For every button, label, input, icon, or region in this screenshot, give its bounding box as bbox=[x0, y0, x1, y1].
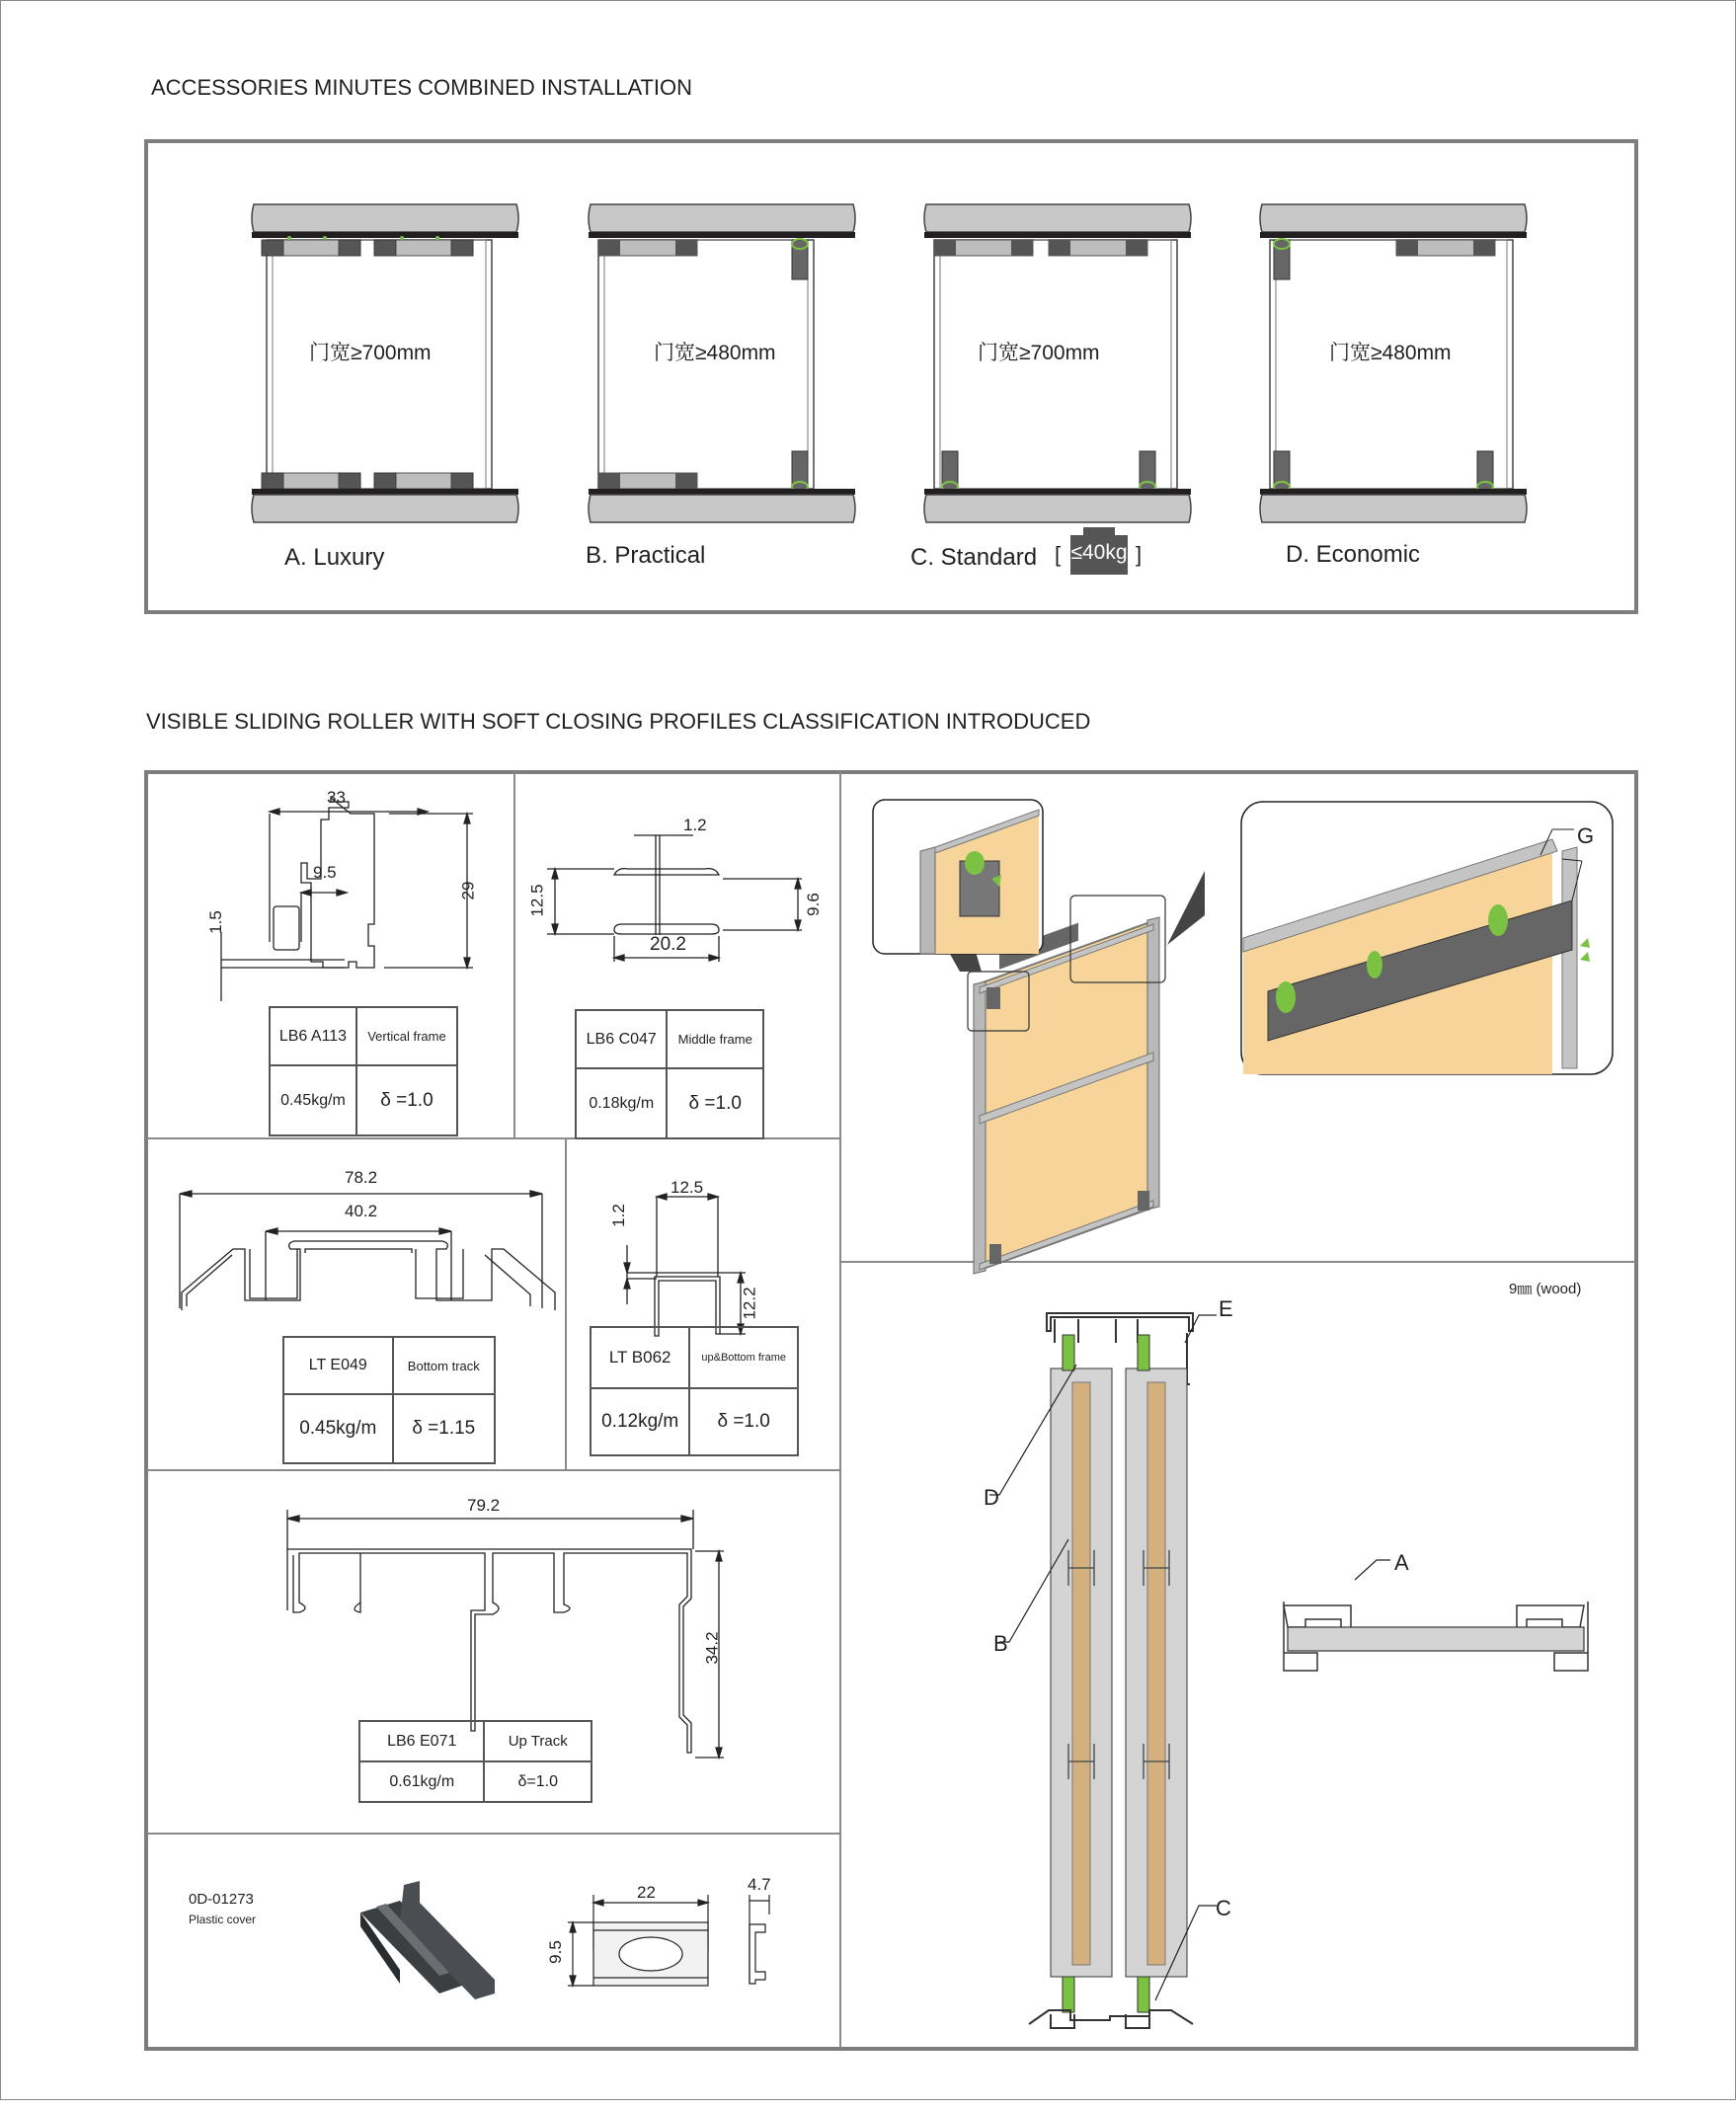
door-width-label: 门宽≥480mm bbox=[1329, 342, 1452, 364]
door-width-label: 门宽≥700mm bbox=[309, 342, 432, 364]
dim-height: 29 bbox=[458, 881, 478, 900]
cross-section-icon bbox=[841, 1264, 1635, 2048]
option-d-diagram bbox=[1258, 204, 1535, 520]
profile-thickness: δ=1.0 bbox=[484, 1761, 592, 1802]
accessory-name: Plastic cover bbox=[189, 1913, 257, 1926]
dim-wall: 1.2 bbox=[608, 1204, 628, 1227]
weight-limit-badge bbox=[1055, 527, 1161, 577]
dim-height: 34.2 bbox=[702, 1631, 722, 1665]
spec-table bbox=[269, 1006, 458, 1136]
profile-code: LB6 C047 bbox=[576, 1010, 667, 1068]
dim-inner: 40.2 bbox=[345, 1202, 378, 1220]
spec-table bbox=[590, 1326, 799, 1456]
option-a-label: A. Luxury bbox=[284, 544, 385, 571]
profile-name: Middle frame bbox=[667, 1010, 763, 1068]
dim-depth: 4.7 bbox=[748, 1875, 771, 1894]
dim-height: 12.2 bbox=[740, 1287, 759, 1320]
door-assembly-icon bbox=[841, 772, 1635, 1261]
row2-bottom bbox=[147, 1469, 840, 1471]
profile-weight: 0.12kg/m bbox=[591, 1388, 689, 1455]
dim-width: 33 bbox=[327, 788, 346, 807]
dim-width: 12.5 bbox=[671, 1178, 704, 1197]
assembly-illustration bbox=[841, 772, 1635, 1261]
profile-thickness: δ =1.15 bbox=[393, 1394, 495, 1463]
profile-weight: 0.45kg/m bbox=[283, 1394, 393, 1463]
profile-name: up&Bottom frame bbox=[689, 1327, 798, 1388]
profile-lt-b062 bbox=[568, 1140, 839, 1469]
profile-code: LB6 A113 bbox=[270, 1007, 356, 1065]
profile-code: LT E049 bbox=[283, 1337, 393, 1394]
label-b: B bbox=[993, 1631, 1008, 1656]
dim-height: 9.5 bbox=[545, 1940, 565, 1964]
spec-table bbox=[358, 1720, 592, 1803]
profile-thickness: δ =1.0 bbox=[356, 1065, 457, 1135]
dim-inner: 9.5 bbox=[313, 863, 337, 882]
option-c-label: C. Standard bbox=[910, 544, 1038, 571]
row2-divider bbox=[565, 1138, 567, 1470]
profile-name: Vertical frame bbox=[356, 1007, 457, 1065]
profile-weight: 0.45kg/m bbox=[270, 1065, 356, 1135]
right-row-divider bbox=[841, 1261, 1635, 1263]
dim-web: 1.2 bbox=[683, 816, 707, 834]
option-c-diagram bbox=[922, 204, 1199, 520]
weight-icon bbox=[1083, 527, 1115, 535]
spec-table bbox=[282, 1336, 496, 1464]
section-title-profiles: VISIBLE SLIDING ROLLER WITH SOFT CLOSING PROFILES CLASSIFICATION INTRODUCED bbox=[146, 709, 1091, 734]
row3-bottom bbox=[147, 1833, 840, 1835]
dim-inner: 9.6 bbox=[803, 893, 823, 916]
cross-section-illustration bbox=[841, 1264, 1635, 2048]
wood-thickness-note: 9㎜ (wood) bbox=[1509, 1281, 1582, 1297]
label-e: E bbox=[1219, 1296, 1233, 1321]
label-c: C bbox=[1216, 1896, 1231, 1920]
profile-lb6-c047 bbox=[515, 772, 839, 1137]
profile-code: LB6 E071 bbox=[359, 1721, 484, 1761]
profile-name: Up Track bbox=[484, 1721, 592, 1761]
label-d: D bbox=[984, 1485, 999, 1510]
door-width-label: 门宽≥480mm bbox=[654, 342, 776, 364]
dim-length: 22 bbox=[637, 1883, 656, 1902]
weight-badge: ≤40kg bbox=[1070, 535, 1128, 575]
label-a: A bbox=[1394, 1550, 1409, 1575]
dim-wall: 1.5 bbox=[205, 910, 225, 934]
dim-height: 12.5 bbox=[527, 884, 547, 917]
callout-g: G bbox=[1577, 823, 1595, 848]
bracket-close: ] bbox=[1136, 542, 1143, 567]
dim-width: 78.2 bbox=[345, 1168, 378, 1187]
profile-lb6-e071 bbox=[147, 1472, 840, 1833]
dim-width: 20.2 bbox=[650, 934, 686, 955]
spec-table bbox=[575, 1009, 764, 1139]
option-b-label: B. Practical bbox=[586, 542, 706, 569]
profile-name: Bottom track bbox=[393, 1337, 495, 1394]
option-b-diagram bbox=[587, 204, 863, 520]
profile-thickness: δ =1.0 bbox=[667, 1068, 763, 1138]
plastic-cover-icon bbox=[147, 1836, 840, 2048]
option-d-label: D. Economic bbox=[1286, 541, 1421, 568]
profile-weight: 0.18kg/m bbox=[576, 1068, 667, 1138]
profile-weight: 0.61kg/m bbox=[359, 1761, 484, 1802]
accessory-plastic-cover bbox=[147, 1836, 840, 2048]
profile-thickness: δ =1.0 bbox=[689, 1388, 798, 1455]
accessory-code: 0D-01273 bbox=[189, 1891, 254, 1908]
door-width-label: 门宽≥700mm bbox=[978, 342, 1100, 364]
option-a-diagram bbox=[250, 204, 526, 520]
section-title-accessories: ACCESSORIES MINUTES COMBINED INSTALLATION bbox=[151, 75, 693, 100]
profile-lb6-a113 bbox=[147, 772, 513, 1137]
profile-lt-e049 bbox=[147, 1140, 565, 1469]
dim-width: 79.2 bbox=[467, 1496, 501, 1515]
profile-code: LT B062 bbox=[591, 1327, 689, 1388]
bracket-open: [ bbox=[1055, 542, 1062, 567]
